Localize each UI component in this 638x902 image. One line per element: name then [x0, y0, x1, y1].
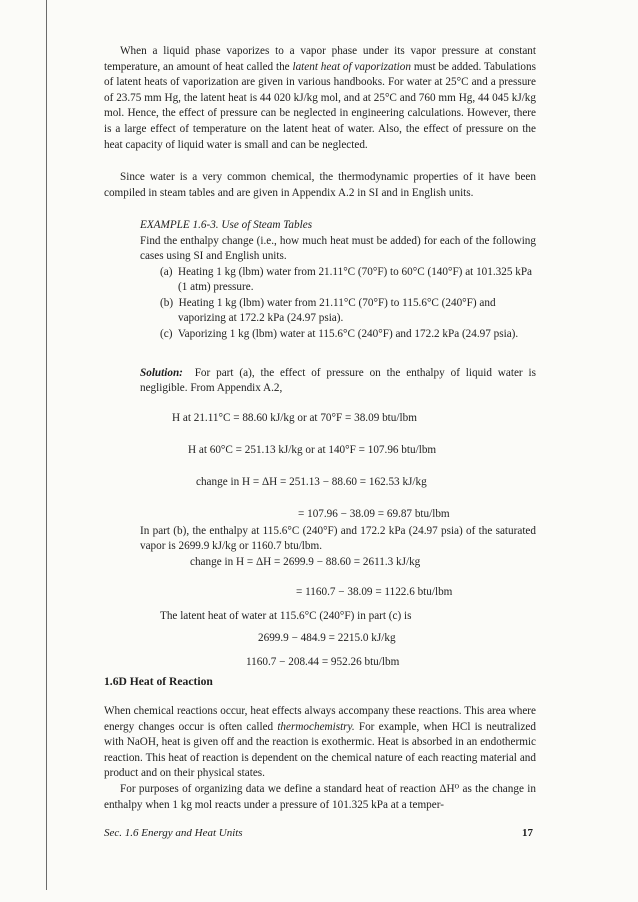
- part-b-text: In part (b), the enthalpy at 115.6°C (240°F) and 172.2 kPa (24.97 psia) of the saturated vapor is 2699.9 kJ/kg or 1160.7 btu/lbm.: [140, 525, 536, 553]
- paragraph-latent-heat: [104, 44, 536, 153]
- solution-paragraph: [140, 366, 536, 397]
- page-number: 17: [522, 827, 533, 839]
- item-text: Vaporizing 1 kg (lbm) water at 115.6°C (240°F) and 172.2 kPa (24.97 psia).: [177, 328, 519, 340]
- equation-3: change in H = ΔH = 251.13 − 88.60 = 162.53 kJ/kg: [196, 476, 427, 488]
- equation-2: H at 60°C = 251.13 kJ/kg or at 140°F = 107.96 btu/lbm: [188, 444, 437, 456]
- equation-4: = 107.96 − 38.09 = 69.87 btu/lbm: [298, 508, 450, 520]
- section-heading: 1.6D Heat of Reaction: [104, 675, 213, 688]
- example-item-a: [160, 265, 536, 296]
- item-text: Heating 1 kg (lbm) water from 21.11°C (70°F) to 60°C (140°F) at 101.325 kPa (1 atm) pressure.: [178, 266, 533, 294]
- part-c-text: The latent heat of water at 115.6°C (240°F) in part (c) is: [160, 610, 412, 622]
- equation-1: H at 21.11°C = 88.60 kJ/kg or at 70°F = 38.09 btu/lbm: [172, 412, 417, 424]
- paragraph-heat-of-reaction: [104, 704, 536, 782]
- paragraph-standard-heat: [104, 782, 536, 813]
- para3-rest-text: For example, when HCl is neutralized with NaOH, heat is given off and the reaction is exothermic. Heat is absorbed in an endothermic reaction. This heat of reaction is dependent on the chemical nature of each reacting material and product and on their physical states.: [104, 720, 536, 780]
- item-label: (c): [160, 328, 173, 340]
- para4-text: For purposes of organizing data we define a standard heat of reaction ΔH⁰ as the change in enthalpy when 1 kg mol reacts under a pressure of 101.325 kPa at a temper-: [104, 783, 536, 811]
- equation-5: change in H = ΔH = 2699.9 − 88.60 = 2611.3 kJ/kg: [190, 556, 421, 568]
- footer-section-label: [104, 827, 243, 839]
- solution-label: Solution:: [140, 367, 183, 379]
- footer-section-text: Sec. 1.6 Energy and Heat Units: [104, 827, 243, 839]
- thermochemistry-term: thermochemistry.: [277, 720, 355, 733]
- example-intro: Find the enthalpy change (i.e., how much heat must be added) for each of the following cases using SI and English units.: [140, 235, 536, 263]
- para2-text: Since water is a very common chemical, the thermodynamic properties of it have been compiled in steam tables and are given in Appendix A.2 in SI and in English units.: [104, 171, 536, 199]
- equation-7: 2699.9 − 484.9 = 2215.0 kJ/kg: [258, 632, 396, 644]
- item-label: (b): [160, 297, 174, 309]
- part-b-paragraph: [140, 524, 536, 555]
- margin-line: [46, 0, 47, 890]
- para1-text: When a liquid phase vaporizes to a vapor phase under its vapor pressure at constant temperature, an amount of heat called the: [104, 45, 536, 73]
- para3-text: When chemical reactions occur, heat effects always accompany these reactions. This area where energy changes occur is often called: [104, 705, 536, 733]
- item-text: Heating 1 kg (lbm) water from 21.11°C (70°F) to 115.6°C (240°F) and vaporizing at 172.2 kPa (24.97 psia).: [178, 297, 496, 325]
- latent-heat-term: latent heat of vaporization: [292, 60, 411, 73]
- equation-6: = 1160.7 − 38.09 = 1122.6 btu/lbm: [296, 586, 453, 598]
- example-item-c: [160, 327, 536, 342]
- example-title-text: EXAMPLE 1.6-3. Use of Steam Tables: [140, 219, 313, 231]
- paragraph-steam-tables: [104, 170, 536, 201]
- solution-text: For part (a), the effect of pressure on the enthalpy of liquid water is negligible. From Appendix A.2,: [140, 367, 536, 395]
- example-title: [140, 218, 536, 233]
- equation-8: 1160.7 − 208.44 = 952.26 btu/lbm: [246, 656, 400, 668]
- para1-rest-text: must be added. Tabulations of latent heats of vaporization are given in various handbooks. For water at 25°C and a pressure of 23.75 mm Hg, the latent heat is 44 020 kJ/kg mol, and at 25°C and 760 mm Hg, 44 045 kJ/kg mol. Hence, the effect of pressure can be neglected in engineering calculations. However, there is a large effect of temperature on the latent heat of water. Also, the effect of pressure on the heat capacity of liquid water is small and can be neglected.: [104, 60, 536, 151]
- example-item-b: [160, 296, 536, 327]
- item-label: (a): [160, 266, 173, 278]
